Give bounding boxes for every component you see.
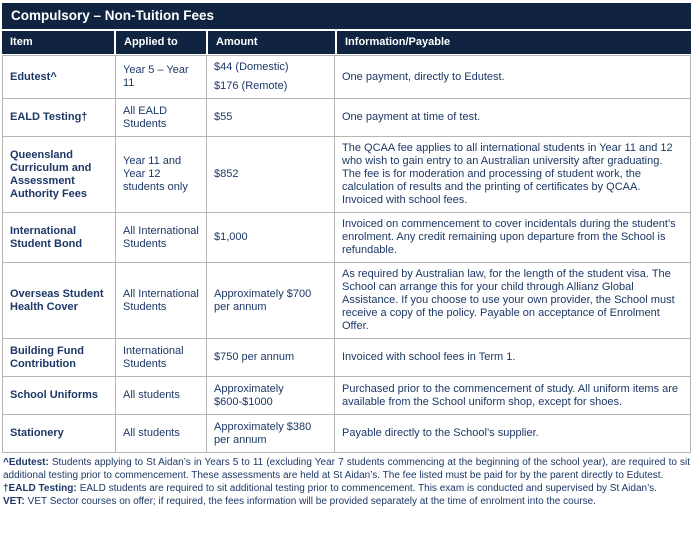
item-cell: International Student Bond bbox=[3, 213, 116, 263]
applied-to-cell: Year 5 – Year 11 bbox=[116, 56, 207, 99]
item-cell: Edutest^ bbox=[3, 56, 116, 99]
header-applied-to: Applied to bbox=[116, 31, 206, 54]
table-row-stationery bbox=[3, 415, 691, 453]
table-row-school-uniforms bbox=[3, 377, 691, 415]
footnote-eald-testing-text: EALD students are required to sit additional testing prior to commencement. This exam is conducted and supervised by St Aidan’s. bbox=[79, 483, 657, 494]
footnote-vet bbox=[3, 495, 690, 508]
amount-line-1: $44 (Domestic) bbox=[214, 61, 289, 73]
footnote-vet-lead: VET: bbox=[3, 496, 25, 507]
amount-cell: Approximately $380 per annum bbox=[207, 415, 335, 453]
applied-to-cell: International Students bbox=[116, 339, 207, 377]
table-title: Compulsory – Non-Tuition Fees bbox=[11, 8, 215, 23]
amount-cell: $852 bbox=[207, 137, 335, 213]
info-cell: Purchased prior to the commencement of study. All uniform items are available from the School uniform shop, except for shoes. bbox=[335, 377, 691, 415]
info-cell: As required by Australian law, for the length of the student visa. The School can arrange this for your child through Allianz Global Assistance. If you choose to use your own provider, the School must receive a copy of the policy. Payable on acceptance of Enrolment Offer. bbox=[335, 263, 691, 339]
applied-to-cell: All International Students bbox=[116, 263, 207, 339]
amount-cell: Approximately $600-$1000 bbox=[207, 377, 335, 415]
info-cell: Invoiced on commencement to cover incidentals during the student’s enrolment. Any credit remaining upon departure from the School is refundable. bbox=[335, 213, 691, 263]
applied-to-cell: All International Students bbox=[116, 213, 207, 263]
item-cell: School Uniforms bbox=[3, 377, 116, 415]
item-cell: Building Fund Contribution bbox=[3, 339, 116, 377]
amount-line-2: $176 (Remote) bbox=[214, 80, 288, 92]
footnote-edutest bbox=[3, 456, 690, 482]
footnote-edutest-lead: ^Edutest: bbox=[3, 457, 49, 468]
info-cell: Payable directly to the School’s supplier. bbox=[335, 415, 691, 453]
info-cell: One payment, directly to Edutest. bbox=[335, 56, 691, 99]
table-row-qcaa-fees bbox=[3, 137, 691, 213]
amount-cell: $750 per annum bbox=[207, 339, 335, 377]
table-title-bar bbox=[2, 3, 691, 29]
header-item: Item bbox=[2, 31, 114, 54]
footnote-eald-testing-lead: †EALD Testing: bbox=[3, 483, 77, 494]
table-row-edutest bbox=[3, 56, 691, 99]
table-header-row bbox=[2, 31, 691, 54]
applied-to-cell: All students bbox=[116, 377, 207, 415]
table-body bbox=[2, 55, 691, 453]
item-cell: EALD Testing† bbox=[3, 99, 116, 137]
amount-cell: $1,000 bbox=[207, 213, 335, 263]
applied-to-cell: Year 11 and Year 12 students only bbox=[116, 137, 207, 213]
footnote-vet-text: VET Sector courses on offer; if required, the fees information will be provided separately at the time of enrolment into the course. bbox=[27, 496, 596, 507]
table-row-overseas-student-health-cover bbox=[3, 263, 691, 339]
applied-to-cell: All EALD Students bbox=[116, 99, 207, 137]
item-cell: Queensland Curriculum and Assessment Authority Fees bbox=[3, 137, 116, 213]
table-row-building-fund-contribution bbox=[3, 339, 691, 377]
applied-to-cell: All students bbox=[116, 415, 207, 453]
footnotes bbox=[2, 456, 691, 508]
amount-cell bbox=[207, 56, 335, 99]
table-row-international-student-bond bbox=[3, 213, 691, 263]
item-cell: Stationery bbox=[3, 415, 116, 453]
amount-cell: Approximately $700 per annum bbox=[207, 263, 335, 339]
header-amount: Amount bbox=[208, 31, 335, 54]
footnote-eald-testing bbox=[3, 482, 690, 495]
footnote-edutest-text: Students applying to St Aidan’s in Years 5 to 11 (excluding Year 7 students commencing at the beginning of the school year), are required to sit additional testing prior to commencement. These assessments are held at St Aidan’s. The fee listed must be paid for by the parent directly to Edutest. bbox=[3, 457, 690, 481]
info-cell: The QCAA fee applies to all international students in Year 11 and 12 who wish to gain entry to an Australian university after graduating. The fee is for moderation and processing of student work, the calculation of results and the printing of certificates by QCAA. Invoiced with school fees. bbox=[335, 137, 691, 213]
amount-cell: $55 bbox=[207, 99, 335, 137]
header-information-payable: Information/Payable bbox=[337, 31, 691, 54]
info-cell: One payment at time of test. bbox=[335, 99, 691, 137]
info-cell: Invoiced with school fees in Term 1. bbox=[335, 339, 691, 377]
item-cell: Overseas Student Health Cover bbox=[3, 263, 116, 339]
table-row-eald-testing bbox=[3, 99, 691, 137]
